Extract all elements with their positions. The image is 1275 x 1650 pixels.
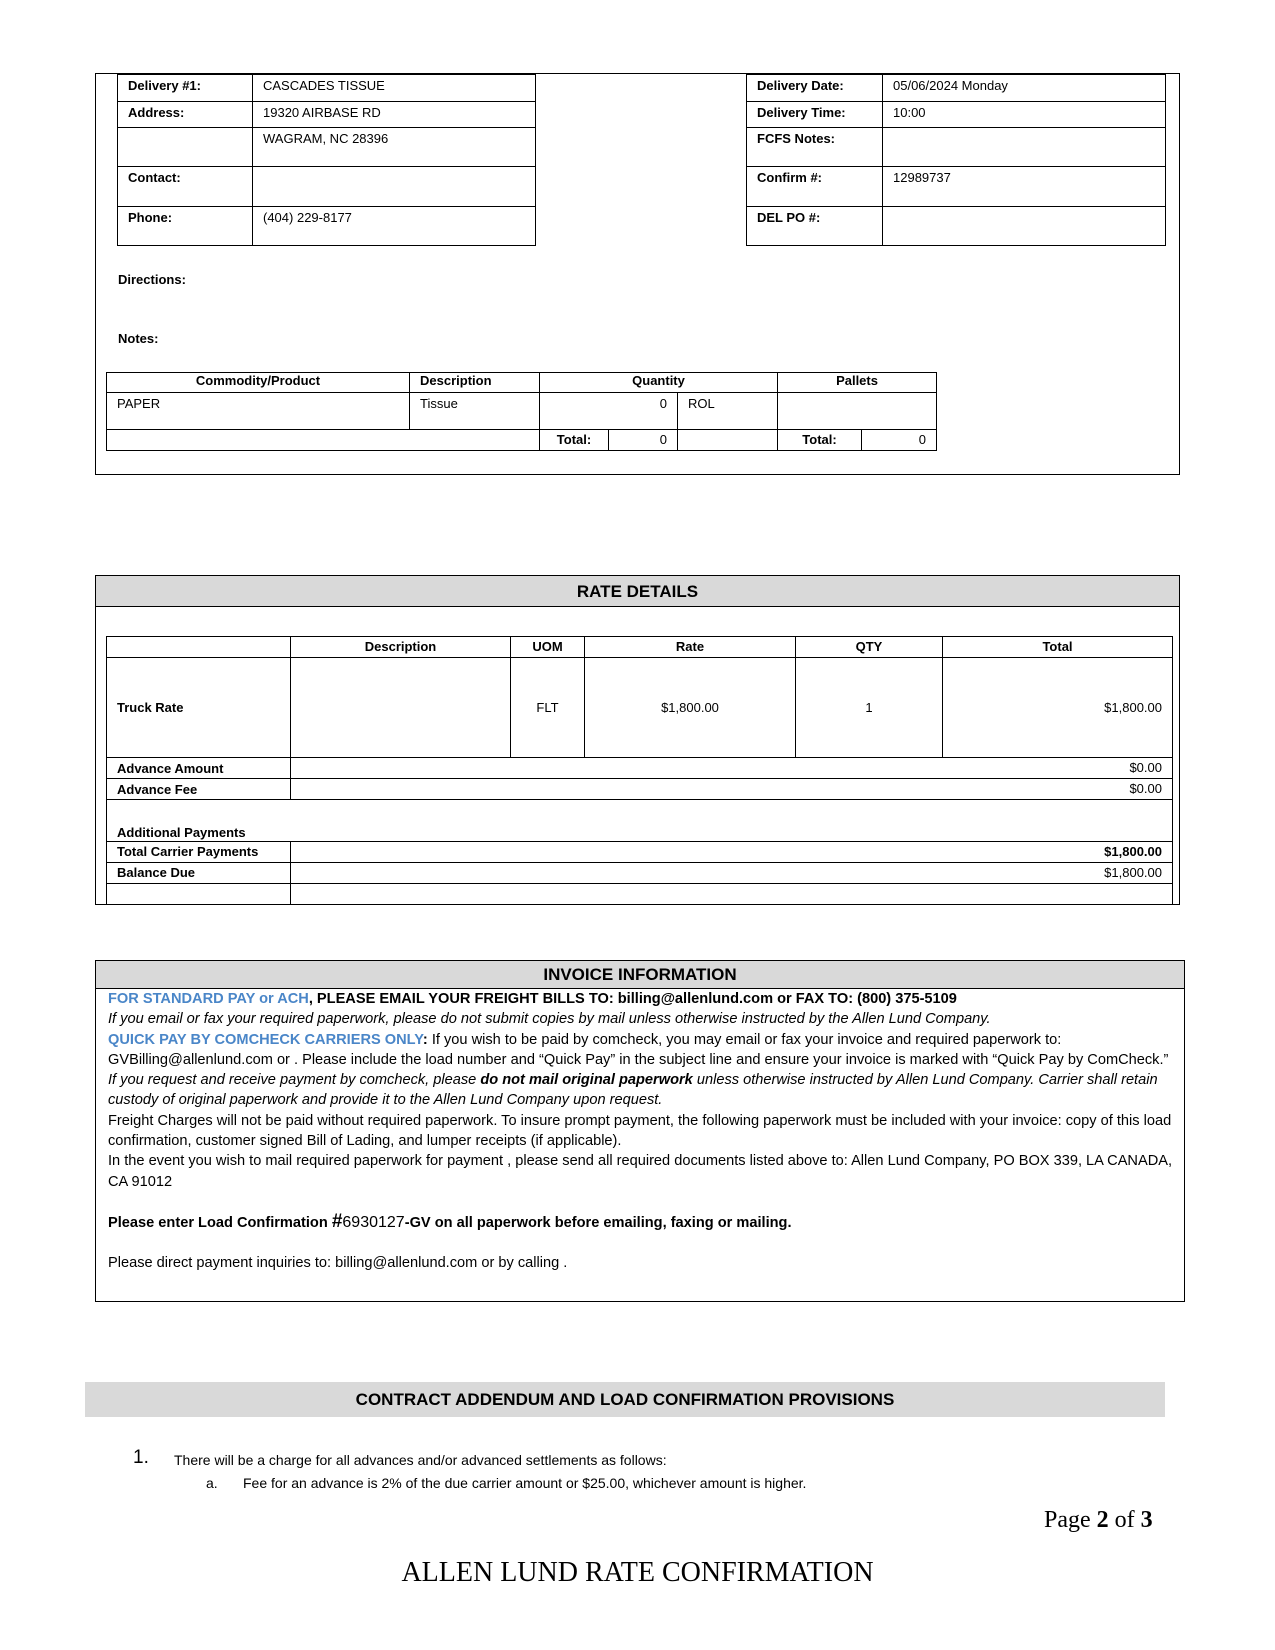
rate-header-blank bbox=[107, 637, 291, 658]
additional-payments-label: Additional Payments bbox=[107, 800, 1173, 842]
delivery-right-table bbox=[746, 74, 1166, 246]
address-line2: WAGRAM, NC 28396 bbox=[253, 128, 536, 167]
addendum-sub-text: Fee for an advance is 2% of the due carrier amount or $25.00, whichever amount is higher. bbox=[243, 1475, 807, 1491]
page-prefix: Page bbox=[1044, 1507, 1097, 1533]
commodity-table bbox=[106, 372, 937, 451]
del-po-value bbox=[883, 207, 1166, 246]
load-confirmation-number: 6930127 bbox=[342, 1213, 405, 1231]
balance-due-value: $1,800.00 bbox=[291, 863, 1173, 884]
fcfs-notes-value bbox=[883, 128, 1166, 167]
quick-pay-paragraph bbox=[108, 1030, 1188, 1071]
confirm-hash: # bbox=[331, 1210, 343, 1232]
commodity-description: Tissue bbox=[410, 393, 540, 430]
delivery-date-label: Delivery Date: bbox=[747, 75, 883, 102]
comcheck-paragraph bbox=[108, 1070, 1188, 1111]
rate-blank-row-left bbox=[107, 884, 291, 905]
address-label: Address: bbox=[118, 102, 253, 128]
rate-details-title: RATE DETAILS bbox=[96, 576, 1179, 607]
advance-fee-value: $0.00 bbox=[291, 779, 1173, 800]
quick-pay-colon: : bbox=[422, 1031, 428, 1048]
commodity-header-quantity: Quantity bbox=[540, 373, 778, 393]
total-carrier-payments-value: $1,800.00 bbox=[291, 842, 1173, 863]
addendum-title: CONTRACT ADDENDUM AND LOAD CONFIRMATION PROVISIONS bbox=[85, 1382, 1165, 1417]
rate-header-total: Total bbox=[943, 637, 1173, 658]
addendum-item-text: There will be a charge for all advances and/or advanced settlements as follows: bbox=[174, 1452, 667, 1468]
comcheck-text-a: If you request and receive payment by comcheck, please bbox=[108, 1072, 481, 1089]
truck-rate-label: Truck Rate bbox=[107, 658, 291, 758]
commodity-header-description: Description bbox=[410, 373, 540, 393]
no-mail-copies-note: If you email or fax your required paperwork, please do not submit copies by mail unless otherwise instructed by the Allen Lund Company. bbox=[108, 1011, 991, 1028]
document-title: ALLEN LUND RATE CONFIRMATION bbox=[401, 1557, 874, 1588]
rate-header-rate: Rate bbox=[585, 637, 796, 658]
contact-label: Contact: bbox=[118, 167, 253, 207]
standard-pay-instructions: , PLEASE EMAIL YOUR FREIGHT BILLS TO: billing@allenlund.com or FAX TO: (800) 375-5109 bbox=[308, 991, 957, 1007]
page-current: 2 bbox=[1096, 1507, 1109, 1533]
page-of: of bbox=[1108, 1507, 1141, 1533]
phone-value: (404) 229-8177 bbox=[253, 207, 536, 246]
commodity-header-product: Commodity/Product bbox=[107, 373, 410, 393]
delivery-time-label: Delivery Time: bbox=[747, 102, 883, 128]
page-total: 3 bbox=[1140, 1507, 1153, 1533]
rate-header-description: Description bbox=[291, 637, 511, 658]
mail-paperwork-paragraph: In the event you wish to mail required paperwork for payment , please send all required documents listed above to: Allen Lund Company, PO BOX 339, LA CANADA, CA 91012 bbox=[108, 1153, 1173, 1190]
advance-amount-label: Advance Amount bbox=[107, 758, 291, 779]
rate-header-qty: QTY bbox=[796, 637, 943, 658]
contact-value bbox=[253, 167, 536, 207]
delivery-date-value: 05/06/2024 Monday bbox=[883, 75, 1166, 102]
quick-pay-instructions: If you wish to be paid by comcheck, you may email or fax your invoice and required paperwork to: GVBilling@allenlund.com or . Please include the load number and “Quick Pay” in the subject line and ensure your invoice is marked with “Quick Pay by ComCheck.” bbox=[108, 1031, 1169, 1068]
rate-blank-row-right bbox=[291, 884, 1173, 905]
confirm-text-a: Please enter Load Confirmation bbox=[108, 1214, 332, 1231]
address-line1: 19320 AIRBASE RD bbox=[253, 102, 536, 128]
rate-header-uom: UOM bbox=[511, 637, 585, 658]
address-label-blank bbox=[118, 128, 253, 167]
advance-amount-value: $0.00 bbox=[291, 758, 1173, 779]
commodity-product: PAPER bbox=[107, 393, 410, 430]
quantity-total-label: Total: bbox=[540, 430, 609, 451]
directions-label: Directions: bbox=[118, 272, 186, 287]
confirm-number-label: Confirm #: bbox=[747, 167, 883, 207]
fcfs-notes-label: FCFS Notes: bbox=[747, 128, 883, 167]
truck-rate-total: $1,800.00 bbox=[943, 658, 1173, 758]
commodity-total-spacer bbox=[107, 430, 540, 451]
comcheck-text-bold: do not mail original paperwork bbox=[480, 1072, 693, 1089]
advance-fee-label: Advance Fee bbox=[107, 779, 291, 800]
page-number bbox=[1044, 1507, 1153, 1534]
addendum-sub-letter: a. bbox=[206, 1475, 218, 1491]
delivery-number-value: CASCADES TISSUE bbox=[253, 75, 536, 102]
delivery-number-label: Delivery #1: bbox=[118, 75, 253, 102]
load-confirmation-line bbox=[108, 1212, 1188, 1233]
confirm-text-b: -GV on all paperwork before emailing, faxing or mailing. bbox=[404, 1214, 792, 1231]
delivery-time-value: 10:00 bbox=[883, 102, 1166, 128]
standard-pay-heading: FOR STANDARD PAY or ACH bbox=[108, 991, 309, 1007]
notes-label: Notes: bbox=[118, 331, 159, 346]
commodity-pallets bbox=[778, 393, 937, 430]
comcheck-text-c: unless otherwise instructed by Allen Lund Company. Carrier shall retain custody of original paperwork and provide it to the Allen Lund Company upon request. bbox=[108, 1072, 1158, 1109]
standard-pay-line bbox=[108, 989, 1188, 1009]
truck-rate-qty: 1 bbox=[796, 658, 943, 758]
truck-rate-description bbox=[291, 658, 511, 758]
addendum-item-number: 1. bbox=[133, 1447, 149, 1468]
commodity-header-pallets: Pallets bbox=[778, 373, 937, 393]
del-po-label: DEL PO #: bbox=[747, 207, 883, 246]
quantity-total-value: 0 bbox=[609, 430, 678, 451]
invoice-title: INVOICE INFORMATION bbox=[96, 961, 1184, 989]
quantity-total-blank bbox=[678, 430, 778, 451]
commodity-qty: 0 bbox=[540, 393, 678, 430]
phone-label: Phone: bbox=[118, 207, 253, 246]
pallets-total-label: Total: bbox=[778, 430, 862, 451]
confirm-number-value: 12989737 bbox=[883, 167, 1166, 207]
quick-pay-heading: QUICK PAY BY COMCHECK CARRIERS ONLY bbox=[108, 1031, 423, 1048]
balance-due-label: Balance Due bbox=[107, 863, 291, 884]
total-carrier-payments-label: Total Carrier Payments bbox=[107, 842, 291, 863]
invoice-body bbox=[108, 989, 1188, 1274]
truck-rate-rate: $1,800.00 bbox=[585, 658, 796, 758]
freight-charges-paragraph: Freight Charges will not be paid without required paperwork. To insure prompt payment, the following paperwork must be included with your invoice: copy of this load confirmation, customer signed Bill of Lading, and lumper receipts (if applicable). bbox=[108, 1112, 1172, 1150]
delivery-left-table bbox=[117, 74, 536, 246]
commodity-unit: ROL bbox=[678, 393, 778, 430]
rate-table bbox=[106, 636, 1173, 905]
pallets-total-value: 0 bbox=[862, 430, 937, 451]
payment-inquiries-line: Please direct payment inquiries to: billing@allenlund.com or by calling . bbox=[108, 1255, 568, 1272]
truck-rate-uom: FLT bbox=[511, 658, 585, 758]
